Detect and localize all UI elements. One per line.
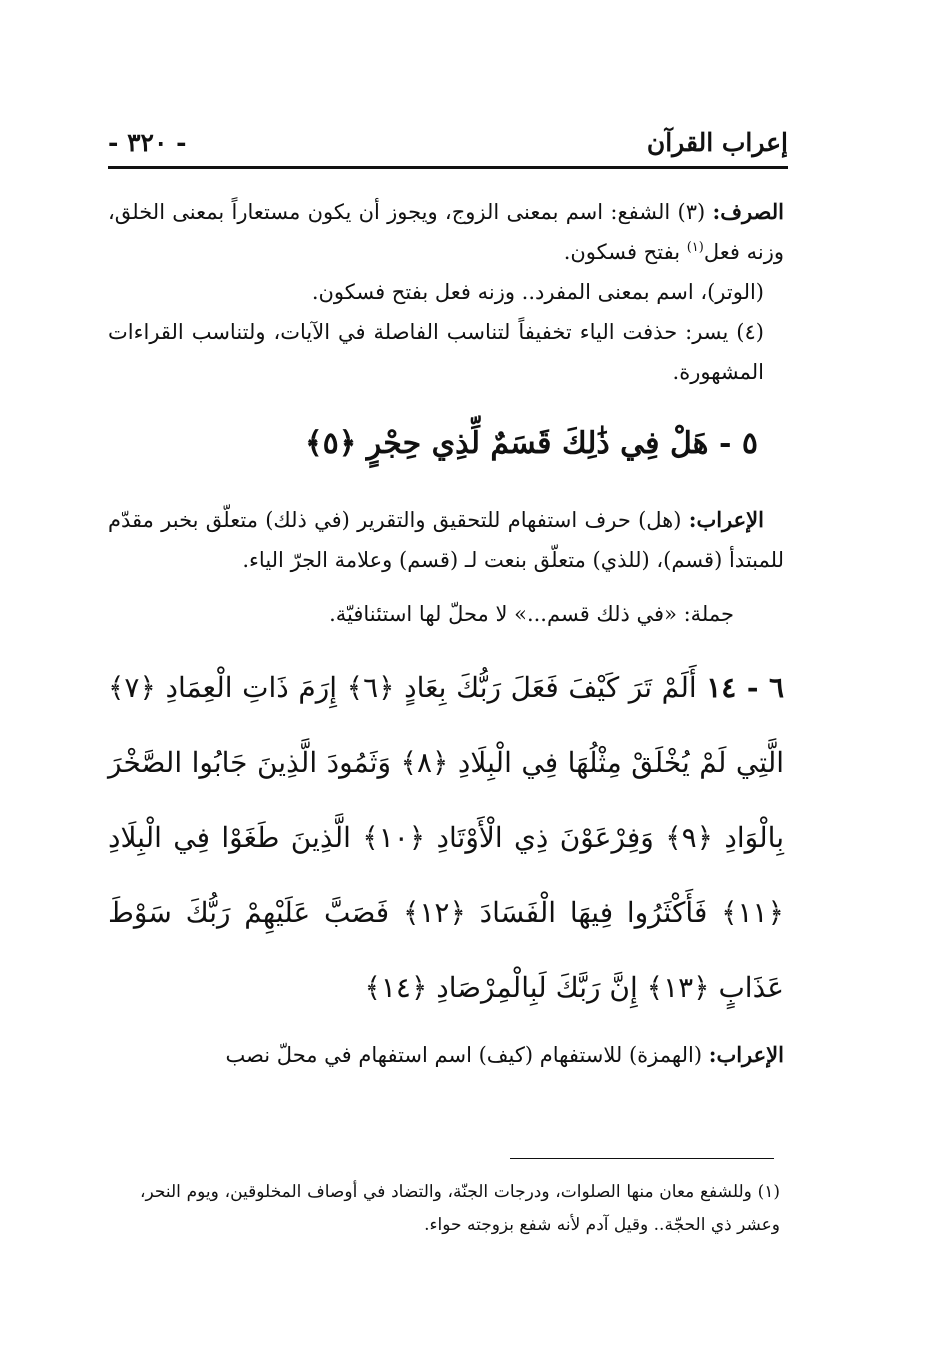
sarf-line-1-end: بفتح فسكون. (563, 240, 687, 264)
irab-label-2: الإعراب: (708, 1042, 784, 1067)
page-body (108, 192, 784, 1075)
irab-paragraph-1 (108, 500, 784, 580)
jumla-sentence: جملة: «في ذلك قسم...» لا محلّ لها استئنافيّة. (329, 602, 734, 626)
irab-paragraph-2 (108, 1035, 784, 1075)
sarf-label: الصرف: (712, 199, 784, 224)
sarf-paragraph (108, 192, 784, 272)
page-number: - ٣٢٠ - (108, 127, 187, 157)
footnote-ref: (١) (686, 240, 704, 255)
sarf-line-1: (٣) الشفع: اسم بمعنى الزوج، ويجوز أن يكون مستعاراً بمعنى الخلق، وزنه فعل (108, 200, 784, 264)
sarf-line-2: (الوتر)، اسم بمعنى المفرد.. وزنه فعل بفتح فسكون. (311, 280, 764, 304)
verse-5 (108, 424, 784, 464)
verses-6-14-number: ٦ - ١٤ (706, 671, 784, 704)
page-header (108, 120, 788, 164)
verse-5-number: ٥ - (718, 426, 758, 461)
running-title: إعراب القرآن (646, 127, 788, 157)
header-rule (108, 166, 788, 169)
footnote: (١) وللشفع معان منها الصلوات، ودرجات الجنّة، والتضاد في أوصاف المخلوقين، ويوم النحر، وعشر ذي الحجّة.. وقيل آدم لأنه شفع بزوجته حواء. (140, 1182, 780, 1235)
verses-6-14 (108, 650, 784, 1025)
sarf-line-3: (٤) يسر: حذفت الياء تخفيفاً لتناسب الفاصلة في الآيات، ولتناسب القراءات المشهورة. (108, 320, 764, 384)
irab-text-1: (هل) حرف استفهام للتحقيق والتقرير (في ذلك) متعلّق بخبر مقدّم للمبتدأ (قسم)، (للذي) متعلّق بنعت لـ (قسم) وعلامة الجرّ الياء. (108, 508, 784, 572)
irab-label-1: الإعراب: (688, 507, 764, 532)
verse-5-text: هَلْ فِي ذَٰلِكَ قَسَمٌ لِّذِي حِجْرٍ ﴿٥﴾ (304, 426, 709, 461)
footnote-rule (510, 1158, 774, 1159)
irab-text-2: (الهمزة) للاستفهام (كيف) اسم استفهام في محلّ نصب (225, 1043, 709, 1067)
verses-6-14-text: أَلَمْ تَرَ كَيْفَ فَعَلَ رَبُّكَ بِعَادٍ ﴿٦﴾ إِرَمَ ذَاتِ الْعِمَادِ ﴿٧﴾ الَّتِي لَمْ يُخْلَقْ مِثْلُهَا فِي الْبِلَادِ ﴿٨﴾ وَثَمُودَ الَّذِينَ جَابُوا الصَّخْرَ بِالْوَادِ ﴿٩﴾ وَفِرْعَوْنَ ذِي الْأَوْتَادِ ﴿١٠﴾ الَّذِينَ طَغَوْا فِي الْبِلَادِ ﴿١١﴾ فَأَكْثَرُوا فِيهَا الْفَسَادَ ﴿١٢﴾ فَصَبَّ عَلَيْهِمْ رَبُّكَ سَوْطَ عَذَابٍ ﴿١٣﴾ إِنَّ رَبَّكَ لَبِالْمِرْصَادِ ﴿١٤﴾ (108, 671, 784, 1004)
